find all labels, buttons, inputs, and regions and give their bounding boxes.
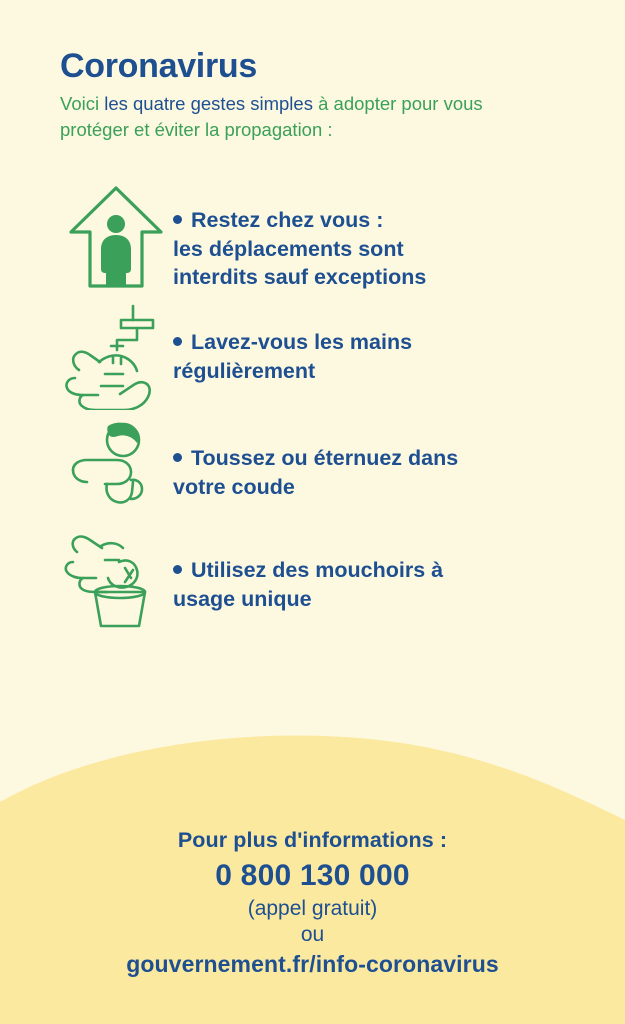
gesture-text	[173, 526, 443, 613]
list-item	[0, 182, 625, 292]
gesture-line-2: régulièrement	[173, 358, 316, 383]
washing-hands-tap-icon	[58, 300, 173, 410]
gesture-list	[0, 182, 625, 639]
page-title: Coronavirus	[60, 47, 257, 85]
bullet-icon	[173, 565, 182, 574]
subtitle-part-green-1: Voici	[60, 93, 100, 115]
bullet-icon	[173, 453, 182, 462]
poster-footer	[0, 828, 625, 978]
or-separator: ou	[300, 923, 325, 946]
info-website-url[interactable]: gouvernement.fr/info-coronavirus	[126, 951, 499, 977]
subtitle-part-green-2: à adopter pour vous protéger et éviter la propagation :	[60, 93, 483, 140]
subtitle-part-blue: les quatre gestes simples	[99, 93, 319, 115]
poster-subtitle	[60, 91, 550, 142]
info-phone-number[interactable]: 0 800 130 000	[215, 859, 410, 892]
bullet-icon	[173, 215, 182, 224]
gesture-text	[173, 300, 412, 385]
cough-into-elbow-icon	[58, 418, 173, 518]
bullet-icon	[173, 337, 182, 346]
gesture-line-3: interdits sauf exceptions	[173, 265, 427, 290]
gesture-line-1: Utilisez des mouchoirs à	[191, 558, 444, 582]
gesture-line-2: les déplacements sont	[173, 236, 404, 261]
list-item	[0, 418, 625, 518]
gesture-line-1: Lavez-vous les mains	[191, 330, 413, 354]
gesture-text	[173, 182, 426, 292]
list-item	[0, 526, 625, 631]
gesture-text	[173, 418, 458, 501]
poster-header	[60, 48, 580, 142]
house-with-person-icon	[58, 182, 173, 292]
tissue-in-bin-icon	[58, 526, 173, 631]
more-info-label: Pour plus d'informations :	[177, 828, 448, 852]
free-call-note: (appel gratuit)	[247, 897, 378, 920]
list-item	[0, 300, 625, 410]
gesture-line-1: Restez chez vous :	[191, 208, 384, 232]
gesture-line-2: usage unique	[173, 586, 312, 611]
gesture-line-2: votre coude	[173, 474, 295, 499]
gesture-line-1: Toussez ou éternuez dans	[191, 446, 459, 470]
